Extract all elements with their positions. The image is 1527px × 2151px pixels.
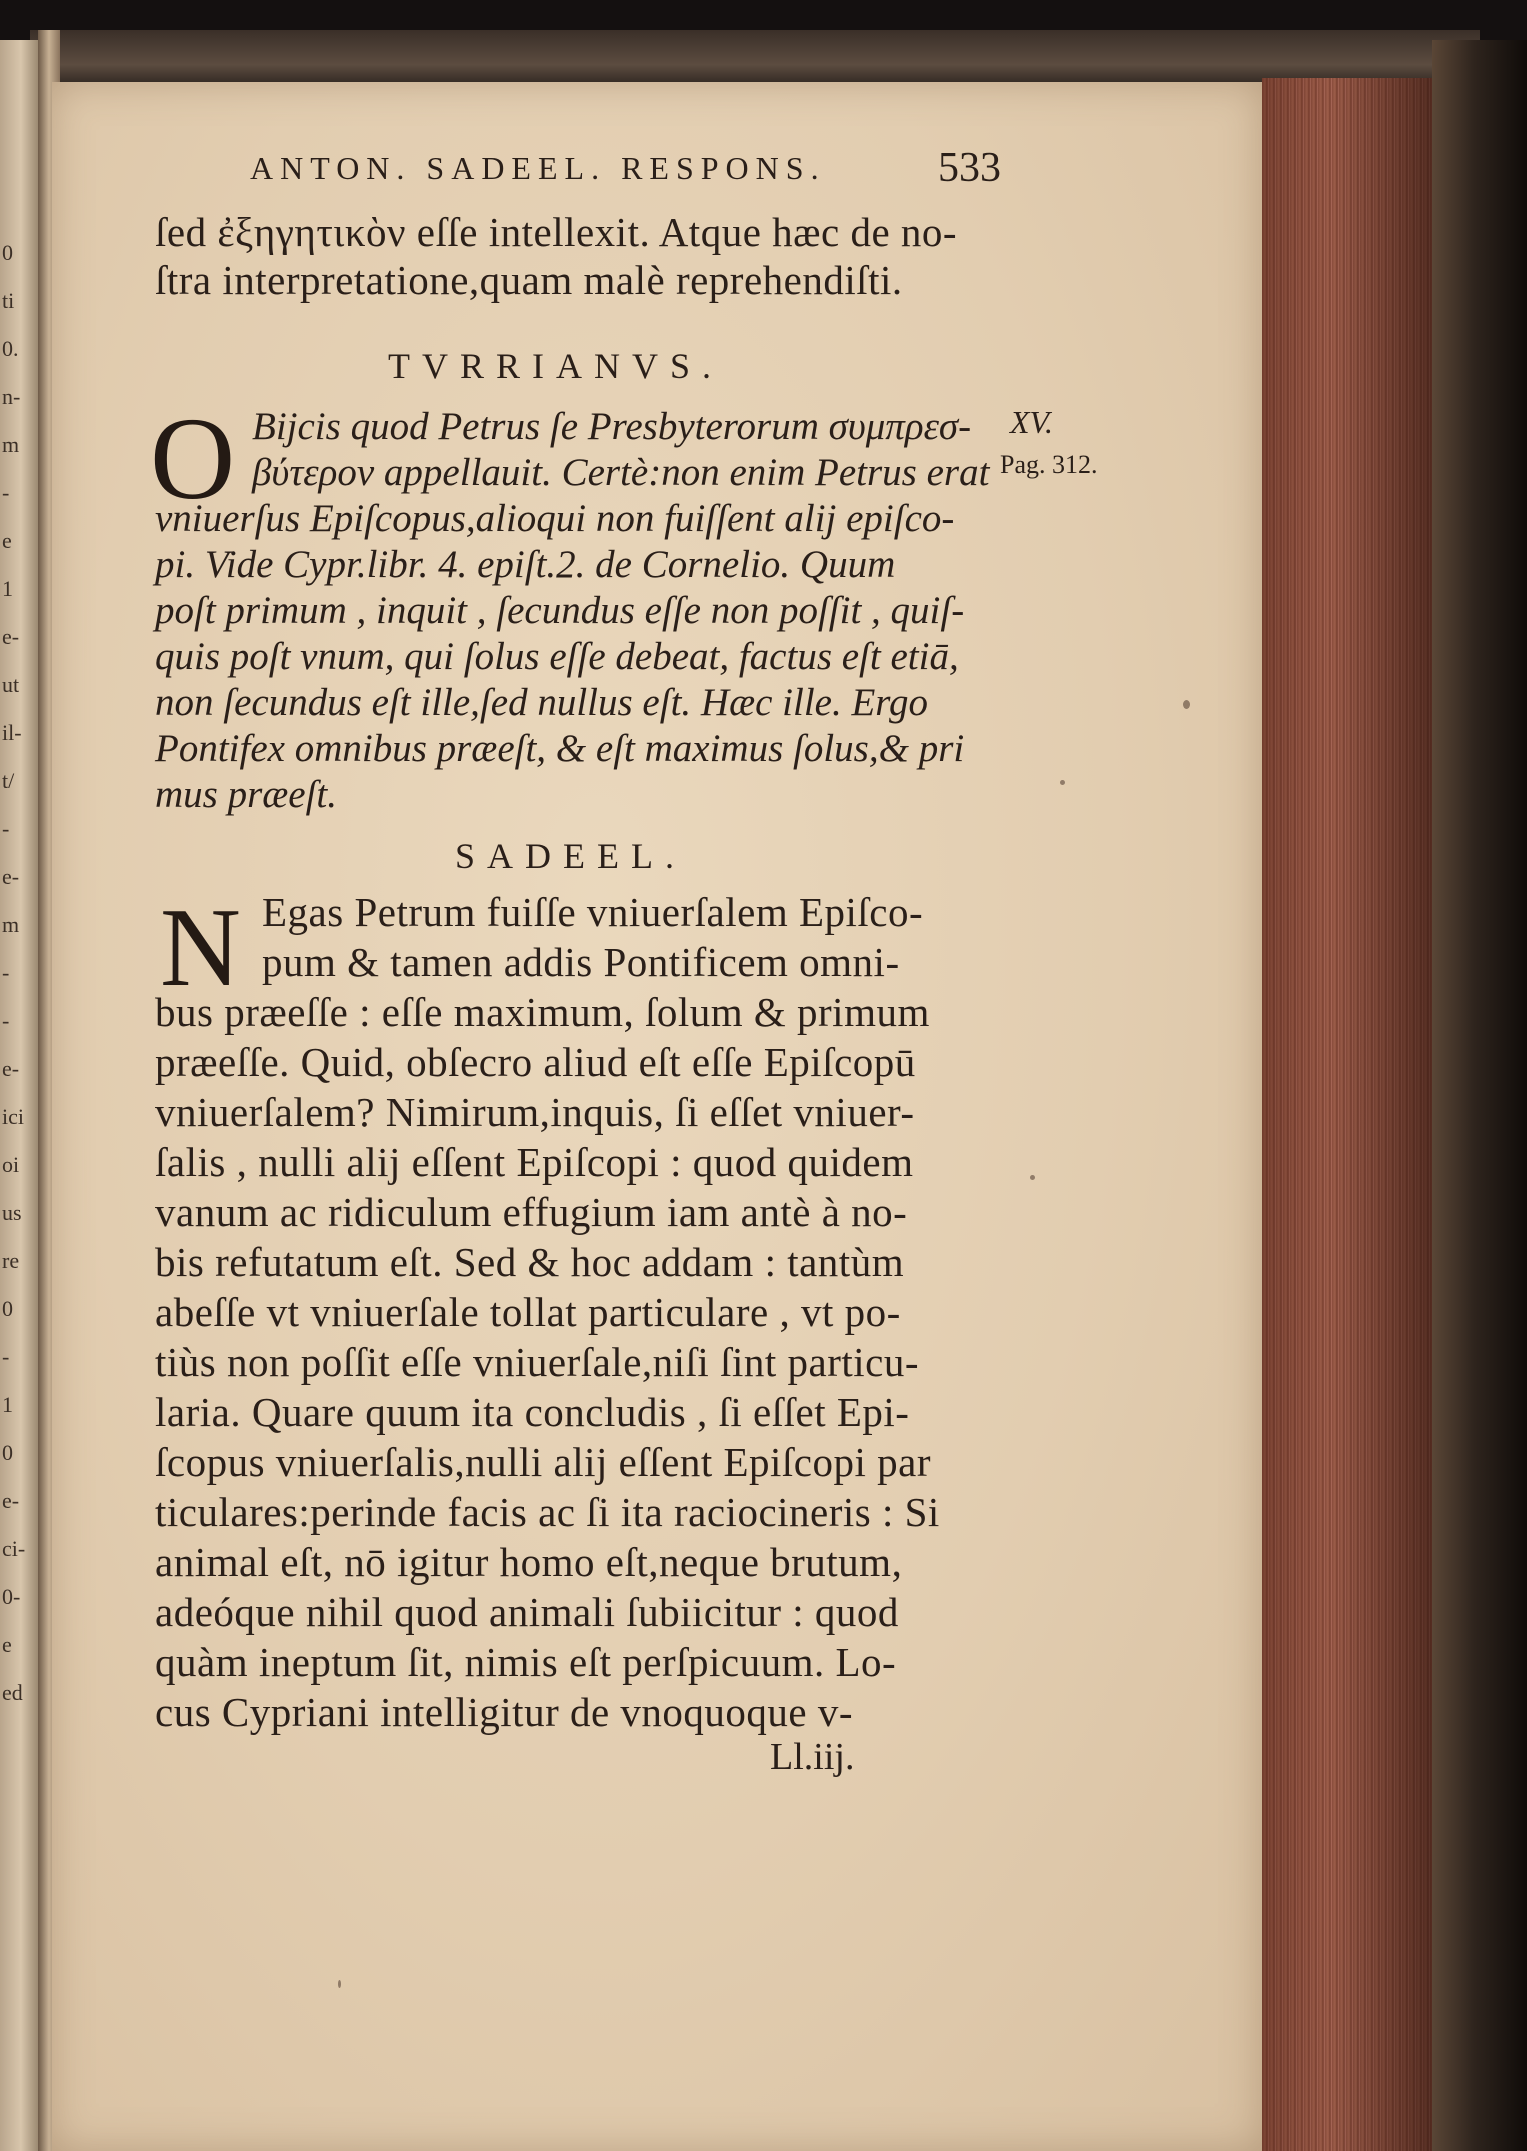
text-line: bus præeſſe : eſſe maximum, ſolum & primum [155, 989, 930, 1035]
italic-line: pi. Vide Cypr.libr. 4. epiſt.2. de Cornelio. Quum [155, 543, 896, 586]
text-line: præeſſe. Quid, obſecro aliud eſt eſſe Epiſcopū [155, 1039, 916, 1085]
italic-line: mus præeſt. [155, 773, 338, 816]
italic-line: βύτερον appellauit. Certè:non enim Petrus erat [252, 451, 990, 494]
text-line: laria. Quare quum ita concludis , ſi eſſet Epi- [155, 1389, 910, 1435]
signature-mark: Ll.iij. [770, 1736, 855, 1778]
paper-speck [1183, 700, 1190, 709]
text-line: vniuerſalem? Nimirum,inquis, ſi eſſet vniuer- [155, 1089, 915, 1135]
previous-page-fragment: il- [2, 720, 22, 745]
running-head: ANTON. SADEEL. RESPONS. [250, 150, 826, 186]
paper-speck [1030, 1175, 1035, 1180]
italic-line: poſt primum , inquit , ſecundus eſſe non poſſit , quiſ- [155, 589, 965, 632]
previous-page-fragment: 1 [2, 1392, 13, 1417]
margin-note-number: XV. [1010, 404, 1053, 440]
text-line: Egas Petrum fuiſſe vniuerſalem Epiſco- [262, 889, 924, 935]
page-block-shade [1262, 78, 1432, 2151]
previous-page-fragment: n- [2, 384, 21, 409]
previous-page-fragment: 1 [2, 576, 13, 601]
previous-page-fragment: 0 [2, 1440, 13, 1465]
book-cover-edge [1432, 40, 1527, 2151]
previous-page-fragment: e- [2, 864, 20, 889]
previous-page-fragment: - [2, 816, 10, 841]
section-heading-sadeel: SADEEL. [455, 836, 686, 876]
previous-page-fragment: m [2, 912, 20, 937]
previous-page-fragment: e- [2, 624, 20, 649]
previous-page-fragment: - [2, 480, 10, 505]
text-line: pum & tamen addis Pontificem omni- [262, 939, 900, 985]
previous-page-fragment: e [2, 528, 12, 553]
previous-page-fragment: t/ [2, 768, 15, 793]
italic-line: non ſecundus eſt ille,ſed nullus eſt. Hæc ille. Ergo [155, 681, 929, 724]
previous-page-fragment: 0. [2, 336, 19, 361]
previous-page-fragment: ici [2, 1104, 24, 1129]
text-line: ticulares:perinde facis ac ſi ita raciocineris : Si [155, 1489, 940, 1535]
previous-page-fragment: - [2, 1008, 10, 1033]
text-line: cus Cypriani intelligitur de vnoquoque v- [155, 1689, 854, 1735]
paper-speck [338, 1980, 341, 1988]
previous-page-fragment: ed [2, 1680, 23, 1705]
previous-page-fragment: - [2, 960, 10, 985]
previous-page-fragment: 0 [2, 240, 13, 265]
italic-line: Bijcis quod Petrus ſe Presbyterorum συμπρεσ- [252, 405, 972, 448]
previous-page-fragment: e- [2, 1056, 20, 1081]
text-line: tiùs non poſſit eſſe vniuerſale,niſi ſint particu- [155, 1339, 919, 1385]
previous-page-fragment: 0- [2, 1584, 21, 1609]
section-heading-turrianus: TVRRIANVS. [388, 346, 724, 386]
text-line: ſed ἐξηγητικὸν eſſe intellexit. Atque hæc de no- [155, 209, 958, 255]
dropcap-n: N [160, 886, 241, 1010]
margin-note-page-ref: Pag. 312. [1000, 450, 1098, 479]
previous-page-fragment: 0 [2, 1296, 13, 1321]
text-line: vanum ac ridiculum effugium iam antè à no- [155, 1189, 908, 1235]
text-line: ſalis , nulli alij eſſent Epiſcopi : quod quidem [155, 1139, 914, 1185]
text-line: adeóque nihil quod animali ſubiicitur : quod [155, 1589, 899, 1635]
previous-page-fragment: ti [2, 288, 15, 313]
previous-page-fragment: oi [2, 1152, 20, 1177]
text-line: abeſſe vt vniuerſale tollat particulare , vt po- [155, 1289, 901, 1335]
previous-page-fragment: re [2, 1248, 20, 1273]
previous-page-fragment: e- [2, 1488, 20, 1513]
text-line: ſcopus vniuerſalis,nulli alij eſſent Epiſcopi par [155, 1439, 931, 1485]
italic-line: vniuerſus Epiſcopus,alioqui non fuiſſent alij epiſco- [155, 497, 955, 540]
previous-page-fragment: ut [2, 672, 20, 697]
previous-page-fragment: e [2, 1632, 12, 1657]
italic-line: Pontifex omnibus præeſt, & eſt maximus ſolus,& pri [155, 727, 965, 770]
previous-page-fragment: - [2, 1344, 10, 1369]
page-number: 533 [938, 145, 1001, 191]
previous-page-edge [0, 40, 38, 2151]
text-line: quàm ineptum ſit, nimis eſt perſpicuum. Lo- [155, 1639, 897, 1685]
text-line: animal eſt, nō igitur homo eſt,neque brutum, [155, 1539, 903, 1585]
text-line: bis refutatum eſt. Sed & hoc addam : tantùm [155, 1239, 905, 1285]
previous-page-fragment: ci- [2, 1536, 26, 1561]
previous-page-fragment: m [2, 432, 20, 457]
paper-speck [1060, 780, 1065, 785]
text-line: ſtra interpretatione,quam malè reprehendiſti. [155, 257, 903, 303]
dropcap-o: O [150, 393, 236, 524]
italic-line: quis poſt vnum, qui ſolus eſſe debeat, factus eſt etiā, [155, 635, 959, 678]
previous-page-fragment: us [2, 1200, 22, 1225]
